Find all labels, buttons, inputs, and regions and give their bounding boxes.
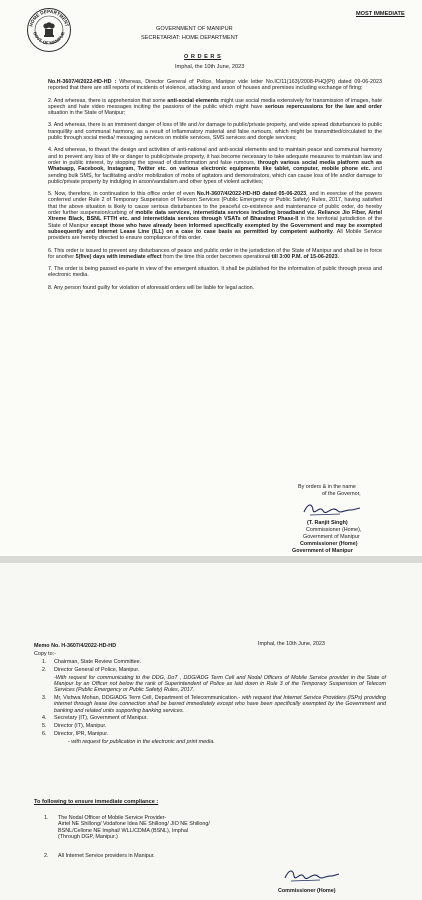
signer-name: (T. Ranjit Singh) — [307, 520, 348, 526]
copy-item — [42, 659, 386, 665]
copy-item — [42, 723, 386, 729]
item-number: 3. — [42, 694, 47, 701]
para-5-bold-3: except those who have already been informed specifically exempted by the Government and may be exempted subsequently and Internet Lease Line (ILL) on a case to case basis as permitted by competent authority — [48, 222, 383, 235]
compliance-item — [44, 853, 364, 859]
item-number: 1. — [44, 815, 49, 821]
para-5-a: 5. Now, therefore, in continuation to this office order of even — [48, 191, 195, 198]
compliance-heading: To following to ensure immediate compliance : — [34, 799, 159, 805]
para-6-bold-2: till 3:00 P.M. of 15-06-2023 — [271, 253, 338, 260]
para-1 — [48, 79, 382, 92]
by-orders-line-1: By orders & in the name — [298, 484, 356, 490]
para-8: 8. Any person found guilty for violation of aforesaid orders will be liable for legal action. — [48, 284, 255, 291]
copy-item — [42, 695, 386, 714]
seal-text-bottom: GOVT. OF MANIPUR — [32, 31, 66, 46]
para-2-a: 2. And whereas, there is apprehension that some — [48, 97, 166, 104]
item-text: The Nodal Officer of Mobile Service Provider- — [58, 815, 167, 821]
item-number: 2. — [42, 666, 47, 673]
para-5 — [48, 191, 382, 241]
gov-line-2: SECRETARIAT: HOME DEPARTMENT — [141, 35, 239, 41]
signer-title-1: Commissioner (Home), — [306, 527, 362, 533]
memo-signer-title: Commissioner (Home) — [278, 888, 336, 894]
item-number: 2. — [44, 853, 49, 860]
item-number: 1. — [42, 659, 47, 665]
para-5-b: , and in exercise of the powers conferred under Rule 2 of Temporary Suspension of Telecom Services (Public Emergency or Public Safety) Rules, 2017, having satisfied that the above situation is likely to cause serious disturbances to the peaceful co-existence and maintenance of public order, do hereby order further suspension/curbing of — [48, 191, 382, 217]
memo-number: Memo No. H-3607/4/2022-HD-HD — [34, 643, 117, 649]
para-4 — [48, 147, 382, 185]
item-text: All Internet Service providers in Manipur. — [58, 853, 155, 860]
order-page-2 — [0, 563, 422, 900]
orders-title: O R D E R S — [184, 54, 222, 60]
item-3-text: Mr, Vishwa Mohan, DDG/ADG Term Cell, Department of Telecommunication.- — [54, 694, 241, 701]
para-5-bold-1: No.H-3607/4/2022-HD-HD dated 05-06-2023 — [196, 191, 307, 198]
copy-to-list — [42, 659, 386, 747]
copy-to-label: Copy to:- — [34, 651, 56, 657]
item-text: Director, IPR, Manipur. — [54, 730, 109, 737]
para-7: 7. The order is being passed ex-parte in view of the emergent situation. It shall be published for the information of public through press and electronic media. — [48, 266, 382, 279]
gov-line-1: GOVERNMENT OF MANIPUR — [156, 26, 233, 32]
by-orders-line-2: of the Governor, — [322, 491, 361, 497]
para-6-a: 6. This order is issued to prevent any disturbances of peace and public order in the jurisdiction of the State of Manipur and shall be in force for another — [48, 247, 382, 260]
para-6-c: . — [337, 253, 340, 260]
signer-title-2: Government of Manipur — [303, 534, 360, 540]
item-text — [54, 695, 386, 714]
stamp-line-1: Commissioner (Home) — [300, 541, 358, 547]
para-4-b: and sending bulk SMS, for facilitating and/or mobilization of mobs of agitators and demonstrators, which can cause loss of life and/or damage to public/private property by indulging in arson/vandalism and other types of violent activities; — [48, 166, 382, 185]
order-reference: No.H-3607/4/2022-HD-HD : — [48, 79, 117, 85]
item-number: 4. — [42, 715, 47, 722]
page-separator — [0, 556, 422, 563]
item-text: Director (IT), Manipur. — [54, 723, 107, 730]
para-1-text: Whereas, Director General of Police, Manipur vide letter No.IC/11(163)/2008-PHQ(Pt) dated 09-06-2023 reported that there are still reports of incidents of violence, attacking and arson of houses and premises including exchange of firing; — [48, 79, 382, 92]
para-2-bold-1: anti-social elements — [167, 97, 219, 104]
stamp-line-2: Government of Manipur — [292, 548, 353, 554]
order-body — [48, 79, 382, 291]
item-number: 6. — [42, 730, 47, 737]
copy-item — [42, 667, 386, 673]
most-immediate-label: MOST IMMEDIATE — [356, 11, 405, 17]
para-5-c: in the territorial jurisdiction of the State of Manipur — [48, 216, 382, 229]
para-5-bold-2: mobile data services, internet/data services including broadband viz. Reliance Jio Fiber, Airtel Xtreme Black, BSNL FTTH etc. and internet/data services through VSATs of Bharatnet Phase-II — [48, 210, 383, 223]
memo-date: Imphal, the 10th June, 2023 — [258, 641, 325, 647]
compliance-sub-line: (Through DGP, Manipur.) — [58, 833, 118, 840]
para-2-bold-2: serious repercussions for the law and order — [264, 103, 383, 110]
copy-item — [42, 731, 386, 737]
item-3-note: with request that Internet Service Providers (ISPs) providing internet through lease line connection shall be barred immediately except who have been specifically exempted by the Government and banking and related units supporting banking services. — [54, 694, 386, 714]
para-2 — [48, 98, 382, 117]
para-4-a: 4. And whereas, to thwart the design and activities of anti-national and anti-social elements and to maintain peace and communal harmony and to prevent any loss of life or danger to public/private property, it has become necessary to take adequate measures to maintain law and order in public interest, by stopping the spread of disinformation and false rumours, — [48, 147, 382, 166]
compliance-sub-line: BSNL/Cellone NE Imphal/ WLL/CDMA (BSNL), Imphal — [58, 827, 189, 834]
para-4-bold: through various social media platform such as Whatsapp, Facebook, Instagram, Twitter etc. on various electronic equipments like tablet, computer, mobile phone etc. — [48, 159, 383, 173]
seal-text-top: HOME DEPARTMENT — [28, 8, 70, 28]
para-3: 3. And whereas, there is an imminent danger of loss of life and /or damage to public/private property, and wide spread disturbances to public tranquillity and communal harmony, as a result of inflammatory material and false rumours, which might be transmitted/circulated to the public through social media/ messaging services on mobile services, SMS services and dongle services; — [48, 122, 383, 142]
para-5-d: . All Mobile Service providers are hereby directed to ensure compliance of this order. — [48, 228, 382, 242]
signature-1 — [300, 499, 364, 519]
compliance-list — [44, 815, 364, 859]
para-6 — [48, 248, 382, 261]
item-text: Chairman, State Review Committee. — [54, 659, 142, 665]
para-2-b: might use social media extensively for transmission of images, hate speech and hate video messages inciting the passions of the public which might have — [48, 97, 383, 110]
item-note: -With request for communicating to the DDG, DoT , DDG/ADG Term Cell and Nodal Officers of Mobile Service provider in the State of Manipur by an Officer not below the rank of Superintendent of Police as laid down in Rule 3 of the Temporary Suspension of Telecom Services (Public Emergency or Public Safety) Rules, 2017. — [54, 674, 386, 694]
copy-item — [42, 715, 386, 721]
item-number: 5. — [42, 723, 47, 730]
item-text: Director General of Police, Manipur. — [54, 666, 140, 673]
home-department-seal — [26, 7, 72, 53]
para-6-bold-1: 5(five) days with immediate effect — [75, 253, 162, 260]
item-note: - with request for publication in the electronic and print media. — [68, 738, 215, 745]
para-2-c: situation in the State of Manipur; — [48, 110, 126, 117]
signature-2 — [282, 866, 342, 886]
order-date: Imphal, the 10th June, 2023 — [175, 64, 245, 70]
para-6-b: from the time this order becomes operational — [163, 253, 271, 260]
compliance-sub-line: Airtel NE Shillong/ Vodafone Idea NE Shillong/ JIO NE Shillong/ — [58, 821, 210, 828]
item-text: Secretary (IT), Government of Manipur. — [54, 715, 148, 722]
